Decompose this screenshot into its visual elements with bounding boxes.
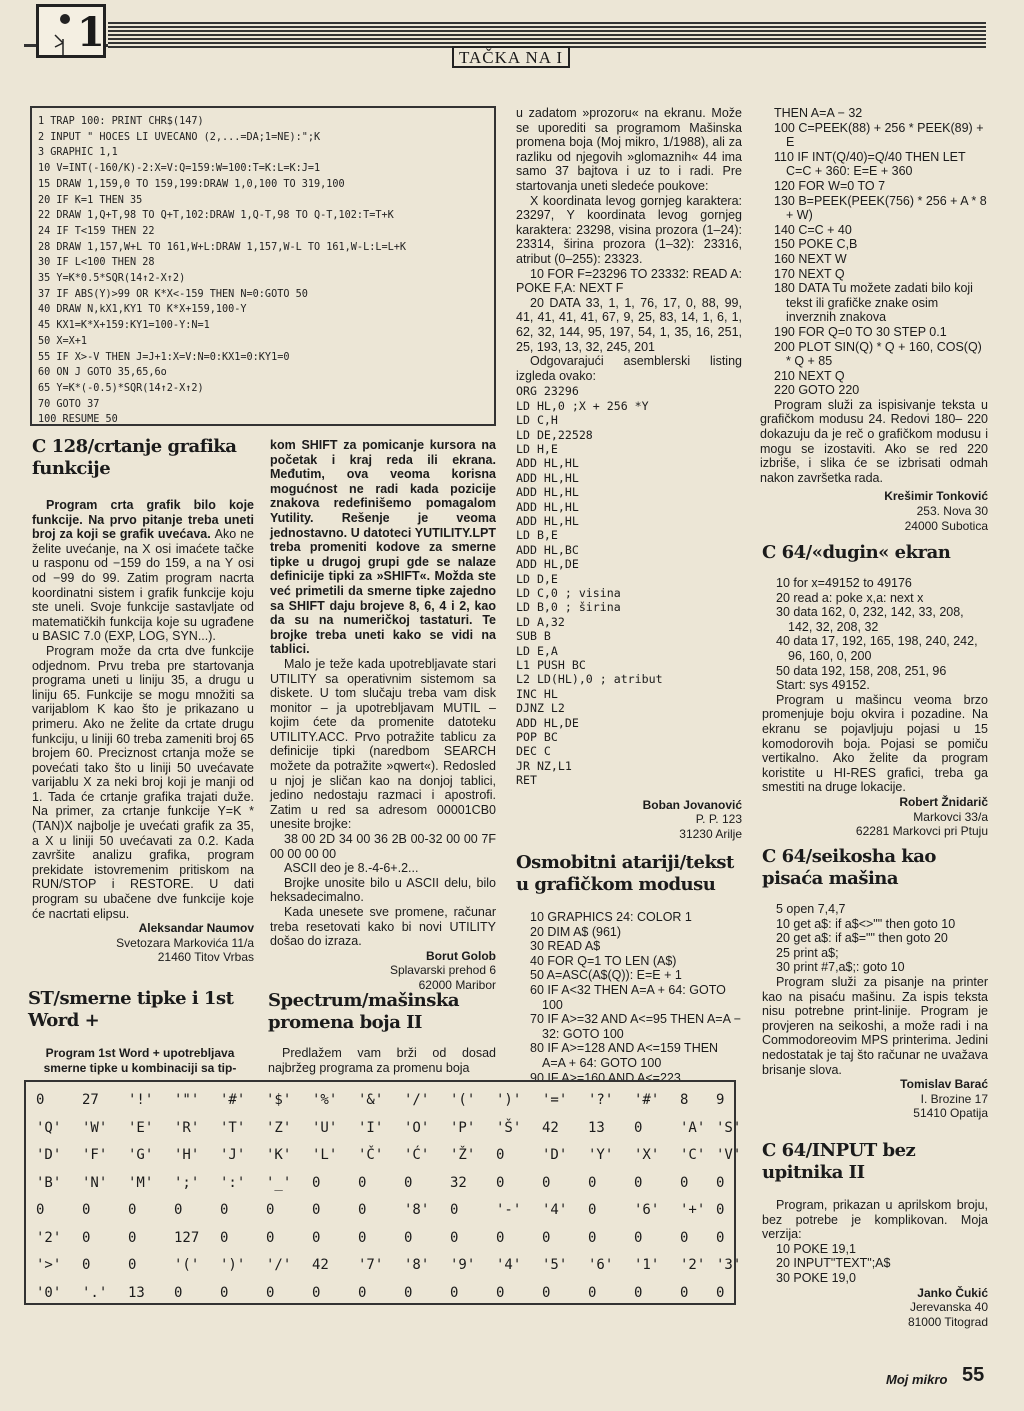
article-lead: Predlažem vam brži od dosad najbržeg programa za promenu boja	[268, 1046, 496, 1075]
table-cell: 13	[128, 1284, 145, 1301]
table-cell: 8	[680, 1092, 689, 1108]
table-cell: '='	[542, 1092, 568, 1108]
data-line: 20 DATA 33, 1, 1, 76, 17, 0, 88, 99, 41, 41, 41, 41, 67, 9, 25, 83, 14, 1, 6, 1, 62, 32, 144, 95, 197, 54, 1, 35, 16, 251, 25, 193, 13, 32, 245, 201	[516, 295, 742, 354]
table-cell: 0	[634, 1229, 643, 1246]
listing-line: 35 Y=K*0.5*SQR(14↑2-X↑2)	[38, 273, 186, 285]
code-line: 5 open 7,4,7	[776, 902, 846, 916]
code-line: 150 POKE C,B	[774, 237, 858, 252]
code-line: 20 INPUT"TEXT";A$	[776, 1256, 891, 1271]
article-spectrum-continued	[516, 106, 742, 841]
table-cell: 'H'	[174, 1147, 200, 1163]
code-line: 60 IF A<32 THEN A=A + 64: GOTO 100	[530, 982, 726, 1012]
code-line: Start: sys 49152.	[776, 678, 870, 693]
article-body: Ako ne želite uvećanje, na X osi imaćete tačke u rasponu od −159 do 159, a na Y osi od −99 do 99. Zatim program nacrta koordinatni sistem i grafik funkcije koju ste uneli. Svoje funkcije sastavljate od matematičkih funkcija koje su ugrađene u BASIC 7.0 (EXP, LOG, SYN...).	[32, 527, 254, 644]
table-cell: 'E'	[128, 1119, 154, 1136]
code-line: 10 for x=49152 to 49176	[776, 576, 912, 590]
table-cell: 'C'	[680, 1147, 706, 1163]
table-cell: '+'	[680, 1202, 706, 1218]
table-cell: 0	[358, 1202, 367, 1218]
code-line: 70 IF A>=32 AND A<=95 THEN A=A − 32: GOTO 100	[530, 1012, 742, 1041]
asm-line: SUB B	[516, 629, 551, 644]
article-c128	[32, 436, 254, 965]
code-line: 10 get a$: if a$<>"" then goto 10	[776, 916, 956, 931]
page-number: 55	[962, 1364, 985, 1386]
table-cell: 'F'	[82, 1147, 108, 1163]
table-cell: 'Y'	[588, 1147, 614, 1163]
asm-line: ADD HL,HL	[516, 485, 579, 500]
code-line: 140 C=C + 40	[774, 222, 852, 237]
table-cell: 0	[36, 1202, 45, 1218]
table-cell: 0	[680, 1284, 689, 1301]
asm-line: DJNZ L2	[516, 701, 565, 716]
table-cell: 9	[716, 1092, 725, 1108]
asm-line: ORG 23296	[516, 384, 579, 399]
article-seikosha	[762, 846, 988, 1121]
code-line: 30 POKE 19,0	[776, 1270, 856, 1285]
author-address: 31230 Arilje	[679, 826, 742, 841]
table-cell: '8'	[404, 1257, 430, 1273]
table-cell: 'D'	[542, 1147, 568, 1163]
listing-line: 45 KX1=K*X+159:KY1=100-Y:N=1	[38, 320, 210, 332]
asm-line: ADD HL,DE	[516, 557, 579, 572]
listing-line: 60 ON J GOTO 35,65,6o	[38, 367, 167, 379]
asm-line: LD B,E	[516, 528, 558, 543]
article-body: Malo je teže kada upotrebljavate stari UTILITY sa operativnim sistemom sa diskete. U tom slučaju treba vam disk monitor – ja upotrebljavam MUTIL – kojim ćete da promenite datoteku UTILITY.ACC. Prvo potražite tablicu za definicije tipki (naredbom SEARCH možete da potražite »qwert«). Redosled u njoj je sličan kao na donjoj tablici, jedino nedostaju razmaci i apostrofi. Zatim u red sa adresom 00001CB0 unesite brojke:	[270, 656, 496, 832]
code-line: 20 DIM A$ (961)	[530, 924, 622, 939]
author-address: 24000 Subotica	[904, 518, 988, 533]
article-dugin	[762, 542, 988, 839]
article-title: C 64/seikosha kao pisaća mašina	[762, 846, 936, 889]
table-cell: '6'	[588, 1257, 614, 1273]
article-body: Program u mašincu veoma brzo promenjuje boju okvira i pozadine. Na ekranu se pojavljuju pojasi u 15 komodorovih boja. Pojasi se pomiču vertikalno. Ako želite da program koristite u HI-RES grafici, treba ga smestiti na druge lokacije.	[762, 692, 988, 795]
code-line: 170 NEXT Q	[774, 266, 845, 281]
table-cell: 0	[220, 1202, 229, 1218]
code-line: 200 PLOT SIN(Q) * Q + 160, COS(Q) * Q + 85	[774, 339, 982, 369]
table-cell: ';'	[174, 1174, 200, 1191]
code-line: 40 FOR Q=1 TO LEN (A$)	[530, 953, 677, 968]
code-line: 25 print a$;	[776, 945, 839, 960]
listing-line: 37 IF ABS(Y)>99 OR K*X<-159 THEN N=0:GOTO 50	[38, 288, 308, 300]
table-cell: 0	[496, 1147, 505, 1163]
listing-line: 3 GRAPHIC 1,1	[38, 147, 118, 159]
listing-line: 100 RESUME 50	[38, 414, 118, 426]
listing-line: 24 IF T<159 THEN 22	[38, 225, 155, 237]
table-cell: '0'	[36, 1284, 62, 1301]
asm-line: LD DE,22528	[516, 427, 593, 442]
table-cell: 0	[82, 1202, 91, 1218]
table-cell: 'Č'	[358, 1147, 384, 1163]
table-cell: 0	[312, 1284, 321, 1301]
table-cell: 27	[82, 1092, 99, 1108]
table-cell: '-'	[496, 1202, 522, 1218]
table-cell: 0	[266, 1284, 275, 1301]
table-cell: '5'	[542, 1257, 568, 1273]
article-atari	[516, 852, 742, 1085]
table-cell: 0	[220, 1229, 229, 1246]
table-cell: 0	[634, 1119, 643, 1136]
table-cell: 0	[588, 1284, 597, 1301]
article-atari-continued	[760, 106, 988, 533]
author-name: Borut Golob	[426, 948, 496, 963]
table-cell: 0	[312, 1174, 321, 1191]
author-address: 81000 Titograd	[907, 1314, 988, 1329]
asm-line: ADD HL,HL	[516, 513, 579, 528]
table-cell: 0	[404, 1229, 413, 1246]
article-body: Program, prikazan u aprilskom broju, bez potrebe je komplikovan. Moja verzija:	[762, 1198, 988, 1242]
asm-line: L2 LD(HL),0 ; atribut	[516, 672, 663, 687]
table-cell: '#'	[220, 1092, 246, 1108]
asm-intro: Odgovarajući asemblerski listing izgleda ovako:	[516, 354, 742, 383]
listing-line: 28 DRAW 1,157,W+L TO 161,W+L:DRAW 1,157,W-L TO 161,W-L:L=L+K	[38, 241, 407, 253]
table-cell: 'N'	[82, 1174, 108, 1191]
author-name: Aleksandar Naumov	[138, 921, 254, 936]
atari-code	[516, 910, 742, 1085]
author-name: Krešimir Tonković	[884, 489, 988, 504]
listing-line: 40 DRAW N,kX1,KY1 TO K*X+159,100-Y	[38, 304, 247, 316]
table-cell: 0	[496, 1284, 505, 1301]
table-cell: ':'	[220, 1174, 246, 1191]
table-cell: '.'	[82, 1284, 108, 1301]
basic-line: 10 FOR F=23296 TO 23332: READ A: POKE F,A: NEXT F	[516, 266, 742, 296]
listing-line: 1 TRAP 100: PRINT CHR$(147)	[38, 116, 204, 127]
table-cell: 0	[404, 1174, 413, 1191]
listing-line: 2 INPUT " HOCES LI UVECANO (2,...=DA;1=NE):";K	[38, 131, 321, 143]
table-cell: 'U'	[312, 1119, 338, 1136]
table-cell: 0	[358, 1229, 367, 1246]
magazine-name: Moj mikro	[886, 1372, 948, 1387]
asm-line: L1 PUSH BC	[516, 658, 586, 672]
table-cell: 'A'	[680, 1119, 706, 1136]
listing-line: 50 X=X+1	[38, 335, 88, 347]
listing-line: 22 DRAW 1,Q+T,98 TO Q+T,102:DRAW 1,Q-T,98 TO Q-T,102:T=T+K	[38, 210, 394, 222]
asm-line: RET	[516, 773, 537, 788]
table-cell: 'V'	[716, 1147, 742, 1163]
section-title: TAČKA NA I	[452, 46, 570, 68]
asm-line: DEC C	[516, 744, 551, 759]
table-cell: '6'	[634, 1202, 660, 1218]
code-line: 30 print #7,a$;: goto 10	[776, 960, 905, 975]
author-address: 51410 Opatija	[913, 1106, 988, 1121]
table-cell: '%'	[312, 1092, 338, 1108]
input-code	[762, 1242, 988, 1286]
table-cell: '_'	[266, 1174, 292, 1191]
ascii-part: ASCII deo je 8.-4-6+.2...	[284, 861, 419, 876]
table-cell: 0	[174, 1202, 183, 1218]
table-cell: '!'	[128, 1092, 154, 1108]
table-cell: 0	[220, 1284, 229, 1301]
article-title: C 64/INPUT bez upitnika II	[762, 1140, 916, 1183]
table-cell: 'M'	[128, 1174, 154, 1191]
asm-line: LD A,32	[516, 614, 565, 629]
asm-line: LD B,0 ; širina	[516, 600, 621, 615]
code-line: 10 GRAPHICS 24: COLOR 1	[530, 910, 692, 924]
code-line: 190 FOR Q=0 TO 30 STEP 0.1	[774, 324, 947, 339]
code-line: 220 GOTO 220	[774, 383, 860, 398]
listing-line: 55 IF X>-V THEN J=J+1:X=V:N=0:KX1=0:KY1=0	[38, 351, 290, 363]
listing-line: 70 GOTO 37	[38, 398, 100, 410]
table-cell: '$'	[266, 1092, 292, 1108]
table-cell: 0	[36, 1092, 45, 1108]
table-cell: 42	[542, 1119, 559, 1136]
asm-listing	[516, 384, 742, 787]
asm-line: ADD HL,BC	[516, 542, 579, 557]
table-cell: '('	[450, 1092, 476, 1108]
code-line: 130 B=PEEK(PEEK(756) * 256 + A * 8 + W)	[774, 193, 987, 223]
table-cell: 0	[542, 1174, 551, 1191]
table-cell: 0	[588, 1229, 597, 1246]
code-line: 80 IF A>=128 AND A<=159 THEN A=A + 64: GOTO 100	[530, 1041, 719, 1070]
article-body: Kada unesete sve promene, računar treba resetovati kako bi novi UTILITY došao do izraza.	[270, 905, 496, 949]
table-cell: 0	[680, 1229, 689, 1246]
table-cell: 0	[716, 1229, 725, 1246]
table-cell: 0	[128, 1202, 137, 1218]
asm-line: ADD HL,HL	[516, 456, 579, 471]
listing-line: 15 DRAW 1,159,0 TO 159,199:DRAW 1,0,100 TO 319,100	[38, 178, 345, 190]
table-cell: '>'	[36, 1257, 62, 1273]
table-cell: '3'	[716, 1257, 742, 1273]
table-cell: 42	[312, 1257, 329, 1273]
asm-line: LD C,0 ; visina	[516, 585, 621, 600]
table-cell: 127	[174, 1229, 200, 1246]
listing-line: 65 Y=K*(-0.5)*SQR(14↑2-X↑2)	[38, 382, 204, 394]
listing-line: 10 V=INT(-160/K)-2:X=V:Q=159:W=100:T=K:L=K:J=1	[38, 163, 321, 175]
article-body: Program može da crta dve funkcije odjednom. Prvu treba pre startovanja programa uneti u liniju 35, a drugu u liniju 65. Funkcije se mogu množiti sa varijablom K kao što je prikazano u primeru. Ako ne želite da crtate drugu funkciju, u liniji 60 treba zameniti broj 65 brojem 60. Preciznost crtanja može se povećati tako što u liniji 50 uvećavate varijablu X za neki broj koji je manji od 1. Tada će crtanje grafika trajati duže. Na primer, za crtanje funkcije Y=K * (TAN)X najbolje je uvećati grafik za 35, a X u liniji 50 uvećavati za 0.2. Kada završite analizu grafika, program prekidate istovremenim pritiskom na RUN/STOP i RESTORE. U dati program su ubačene dve funkcije koje će nacrtati elipsu.	[32, 643, 254, 921]
code-line: 40 data 17, 192, 165, 198, 240, 242, 96, 160, 0, 200	[776, 634, 978, 663]
table-cell: '"'	[174, 1092, 200, 1108]
article-input	[762, 1140, 988, 1329]
table-cell: 0	[716, 1174, 725, 1191]
table-cell: 0	[82, 1257, 91, 1273]
table-cell: 0	[82, 1229, 91, 1246]
table-cell: '#'	[634, 1092, 660, 1108]
flame-icon	[41, 9, 77, 57]
code-line: 50 A=ASC(A$(Q)): E=E + 1	[530, 968, 682, 983]
seikosha-code	[762, 902, 988, 975]
article-title: Osmobitni atariji/tekst u grafičkom modusu	[516, 852, 734, 895]
table-cell: 0	[450, 1202, 459, 1218]
article-body: Program služi za ispisivanje teksta u grafičkom modusu 24. Redovi 180– 220 dokazuju da je reč o grafičkom modusu i mogu se izostaviti. Ako se red 220 izbriše, i slika će se izbrisati odmah nakon završetka rada.	[760, 397, 988, 485]
table-cell: 0	[404, 1284, 413, 1301]
article-st	[28, 988, 252, 1075]
table-cell: '2'	[680, 1257, 706, 1273]
article-body: u zadatom »prozoru« na ekranu. Može se uporediti sa programom Mašinska promena boja (Moj mikro, 1/1988), ali za razliku od njegovih »glomaznih« 44 ima samo 37 bajtova i uz to i radi. Pre startovanja uneti sledeće poukove:	[516, 106, 742, 193]
author-address: I. Brozine 17	[920, 1091, 988, 1106]
dugin-code	[762, 576, 988, 693]
table-cell: '9'	[450, 1257, 476, 1273]
table-cell: 'Z'	[266, 1119, 292, 1136]
asm-line: LD E,A	[516, 643, 558, 658]
code-line: THEN A=A − 32	[774, 106, 863, 120]
table-cell: 'K'	[266, 1147, 292, 1163]
author-name: Janko Čukić	[917, 1285, 988, 1300]
table-cell: 0	[128, 1257, 137, 1273]
table-cell: 0	[496, 1174, 505, 1191]
author-name: Tomislav Barać	[900, 1077, 988, 1092]
table-cell: '8'	[404, 1202, 430, 1218]
table-cell: 'T'	[220, 1119, 246, 1136]
author-address: 21460 Titov Vrbas	[157, 950, 254, 965]
table-cell: '4'	[496, 1257, 522, 1273]
article-title: Spectrum/mašinska promena boja II	[268, 990, 460, 1033]
code-line: 20 get a$: if a$="" then goto 20	[776, 931, 948, 946]
table-cell: 'J'	[220, 1147, 246, 1163]
author-address: Splavarski prehod 6	[389, 963, 496, 978]
article-title: ST/smerne tipke i 1st Word +	[28, 988, 234, 1031]
table-cell: '&'	[358, 1092, 384, 1108]
table-cell: 'Ć'	[404, 1147, 430, 1163]
author-address: 62281 Markovci pri Ptuju	[855, 824, 988, 839]
code-line: 120 FOR W=0 TO 7	[774, 178, 886, 193]
article-lead: Program crta grafik bilo koje funkcije. Na prvo pitanje treba uneti broj za koji se grafik uvećava. Ako ne želite uvećanje, na X osi imaćete tačke u rasponu od −159 do 159, a na Y osi od −99 do 99. Zatim program nacrta koordinatni sistem i grafik funkcije koju ste uneli. Svoje funkcije sastavljate od matematičkih funkcija koje su ugrađene u BASIC 7.0 (EXP, LOG, SYN...).	[32, 498, 254, 644]
table-cell: 0	[128, 1229, 137, 1246]
author-address: Jerevanska 40	[909, 1300, 988, 1315]
asm-line: LD D,E	[516, 571, 558, 586]
code-line: 20 read a: poke x,a: next x	[776, 590, 924, 605]
code-line: 10 POKE 19,1	[776, 1241, 856, 1256]
table-cell: 'I'	[358, 1119, 384, 1136]
author-name: Robert Žnidarič	[899, 794, 988, 809]
author-address: Svetozara Markovića 11/a	[116, 935, 254, 950]
table-cell: '4'	[542, 1202, 568, 1218]
code-line: 110 IF INT(Q/40)=Q/40 THEN LET C=C + 360: E=E + 360	[774, 149, 966, 179]
table-cell: 'W'	[82, 1119, 108, 1136]
asm-line: ADD HL,DE	[516, 715, 579, 730]
table-cell: '?'	[588, 1092, 614, 1108]
table-cell: 'Š'	[496, 1119, 522, 1136]
coordinates-text: X koordinata levog gornjeg karaktera: 23297, Y koordinata levog gornjeg karaktera: 23298, visina prozora (1–24): 23314, širina prozora (1–32): 23316, atribut (0–255): 23323.	[516, 193, 742, 266]
table-cell: 0	[450, 1284, 459, 1301]
author-name: Boban Jovanović	[642, 797, 742, 812]
table-cell: 0	[266, 1229, 275, 1246]
author-address: 253. Nova 30	[916, 504, 988, 519]
table-cell: 0	[312, 1202, 321, 1218]
table-cell: 0	[680, 1174, 689, 1191]
article-spectrum	[268, 990, 496, 1075]
table-cell: 'B'	[36, 1174, 62, 1191]
table-cell: '/'	[404, 1092, 430, 1108]
key-code-table	[24, 1080, 742, 1305]
table-cell: 0	[716, 1202, 725, 1218]
table-cell: 32	[450, 1174, 467, 1191]
article-title: C 128/crtanje grafika funkcije	[32, 436, 237, 479]
article-body: Program služi za pisanje na printer kao na pisaću mašinu. Za ispis teksta nisu potrebne print-linije. Program je provjeren na seikoshi, a može radi i na Commodoreovim MPS printerima. Jedini nedostatak je taj što računar ne uvažava brisanje slova.	[762, 974, 988, 1077]
table-cell: 0	[542, 1229, 551, 1246]
table-cell: 0	[542, 1284, 551, 1301]
code-line: 160 NEXT W	[774, 251, 847, 266]
table-cell: 'L'	[312, 1147, 338, 1163]
table-cell: ')'	[496, 1092, 522, 1108]
article-body: Brojke unosite bilo u ASCII delu, bilo heksadecimalno.	[270, 875, 496, 905]
table-cell: 'S'	[716, 1119, 742, 1136]
table-cell: 0	[634, 1174, 643, 1191]
program-listing	[30, 106, 496, 426]
table-cell: 'Ž'	[450, 1147, 476, 1163]
table-cell: '2'	[36, 1229, 62, 1246]
table-cell: 0	[588, 1174, 597, 1191]
table-cell: 0	[312, 1229, 321, 1246]
table-cell: 0	[588, 1202, 597, 1218]
code-line: 50 data 192, 158, 208, 251, 96	[776, 663, 947, 678]
asm-line: JR NZ,L1	[516, 758, 572, 773]
asm-line: LD HL,0 ;X + 256 *Y	[516, 398, 649, 413]
table-cell: 0	[358, 1284, 367, 1301]
listing-line: 30 IF L<100 THEN 28	[38, 257, 155, 269]
asm-line: ADD HL,HL	[516, 470, 579, 485]
table-cell: '/'	[266, 1257, 292, 1273]
table-cell: 0	[450, 1229, 459, 1246]
hex-bytes: 38 00 2D 34 00 36 2B 00-32 00 00 7F 00 00 00 00	[270, 832, 496, 861]
table-cell: 0	[496, 1229, 505, 1246]
table-cell: 0	[174, 1284, 183, 1301]
table-cell: 0	[634, 1284, 643, 1301]
table-cell: 0	[266, 1202, 275, 1218]
column-logo	[36, 4, 106, 58]
table-cell: 'D'	[36, 1147, 62, 1163]
table-cell: '1'	[634, 1257, 660, 1273]
code-line: 180 DATA Tu možete zadati bilo koji tekst ili grafičke znake osim inverznih znakova	[774, 281, 973, 325]
table-cell: 'G'	[128, 1147, 154, 1163]
table-cell: 'O'	[404, 1119, 430, 1136]
article-body: kom SHIFT za pomicanje kursora na početak i kraj reda ili ekrana. Međutim, ova veoma korisna mogućnost ne radi kada pozicije znakova redefinišemo pomagalom Yutility. Rešenje je veoma jednostavno. U datoteci YUTILITY.LPT treba promeniti kodove za smerne tipke u drugoj grupi gde se nalaze definicije tipki za »SHIFT«. Možda ste već primetili da smerne tipke zajedno sa SHIFT daju brojeve 8, 6, 4 i 2, kao da su na numeričkoj tastaturi. Te brojke treba uneti kako se vidi na tablici.	[270, 438, 496, 657]
article-st-continued	[270, 438, 496, 993]
atari-code	[760, 106, 988, 398]
code-line: 100 C=PEEK(88) + 256 * PEEK(89) + E	[774, 120, 984, 150]
asm-line: INC HL	[516, 686, 558, 701]
author-address: Markovci 33/a	[913, 809, 988, 824]
code-line: 90 IF A>=160 AND A<=223	[530, 1070, 681, 1085]
table-cell: '('	[174, 1257, 200, 1273]
table-cell: 'P'	[450, 1119, 476, 1136]
listing-line: 20 IF K=1 THEN 35	[38, 194, 143, 206]
article-title: C 64/«dugin« ekran	[762, 542, 951, 563]
logo-number: 1	[77, 9, 105, 56]
article-lead: Program 1st Word + upotrebljava smerne tipke u kombinaciji sa tip-	[43, 1046, 237, 1075]
author-address: P. P. 123	[695, 812, 742, 827]
header-stripes	[108, 22, 986, 48]
table-cell: 13	[588, 1119, 605, 1136]
table-cell: 'X'	[634, 1147, 660, 1163]
asm-line: LD H,E	[516, 441, 558, 456]
code-line: 210 NEXT Q	[774, 368, 845, 383]
code-line: 30 READ A$	[530, 939, 601, 954]
asm-line: LD C,H	[516, 413, 558, 428]
author-address: 62000 Maribor	[418, 977, 496, 992]
table-cell: ')'	[220, 1257, 246, 1273]
table-cell: 'Q'	[36, 1119, 62, 1136]
code-line: 30 data 162, 0, 232, 142, 33, 208, 142, 32, 208, 32	[776, 605, 964, 634]
table-cell: '7'	[358, 1257, 384, 1273]
table-cell: 'R'	[174, 1119, 200, 1136]
asm-line: POP BC	[516, 730, 558, 745]
table-cell: 0	[358, 1174, 367, 1191]
table-cell: 0	[716, 1284, 725, 1301]
asm-line: ADD HL,HL	[516, 499, 579, 514]
